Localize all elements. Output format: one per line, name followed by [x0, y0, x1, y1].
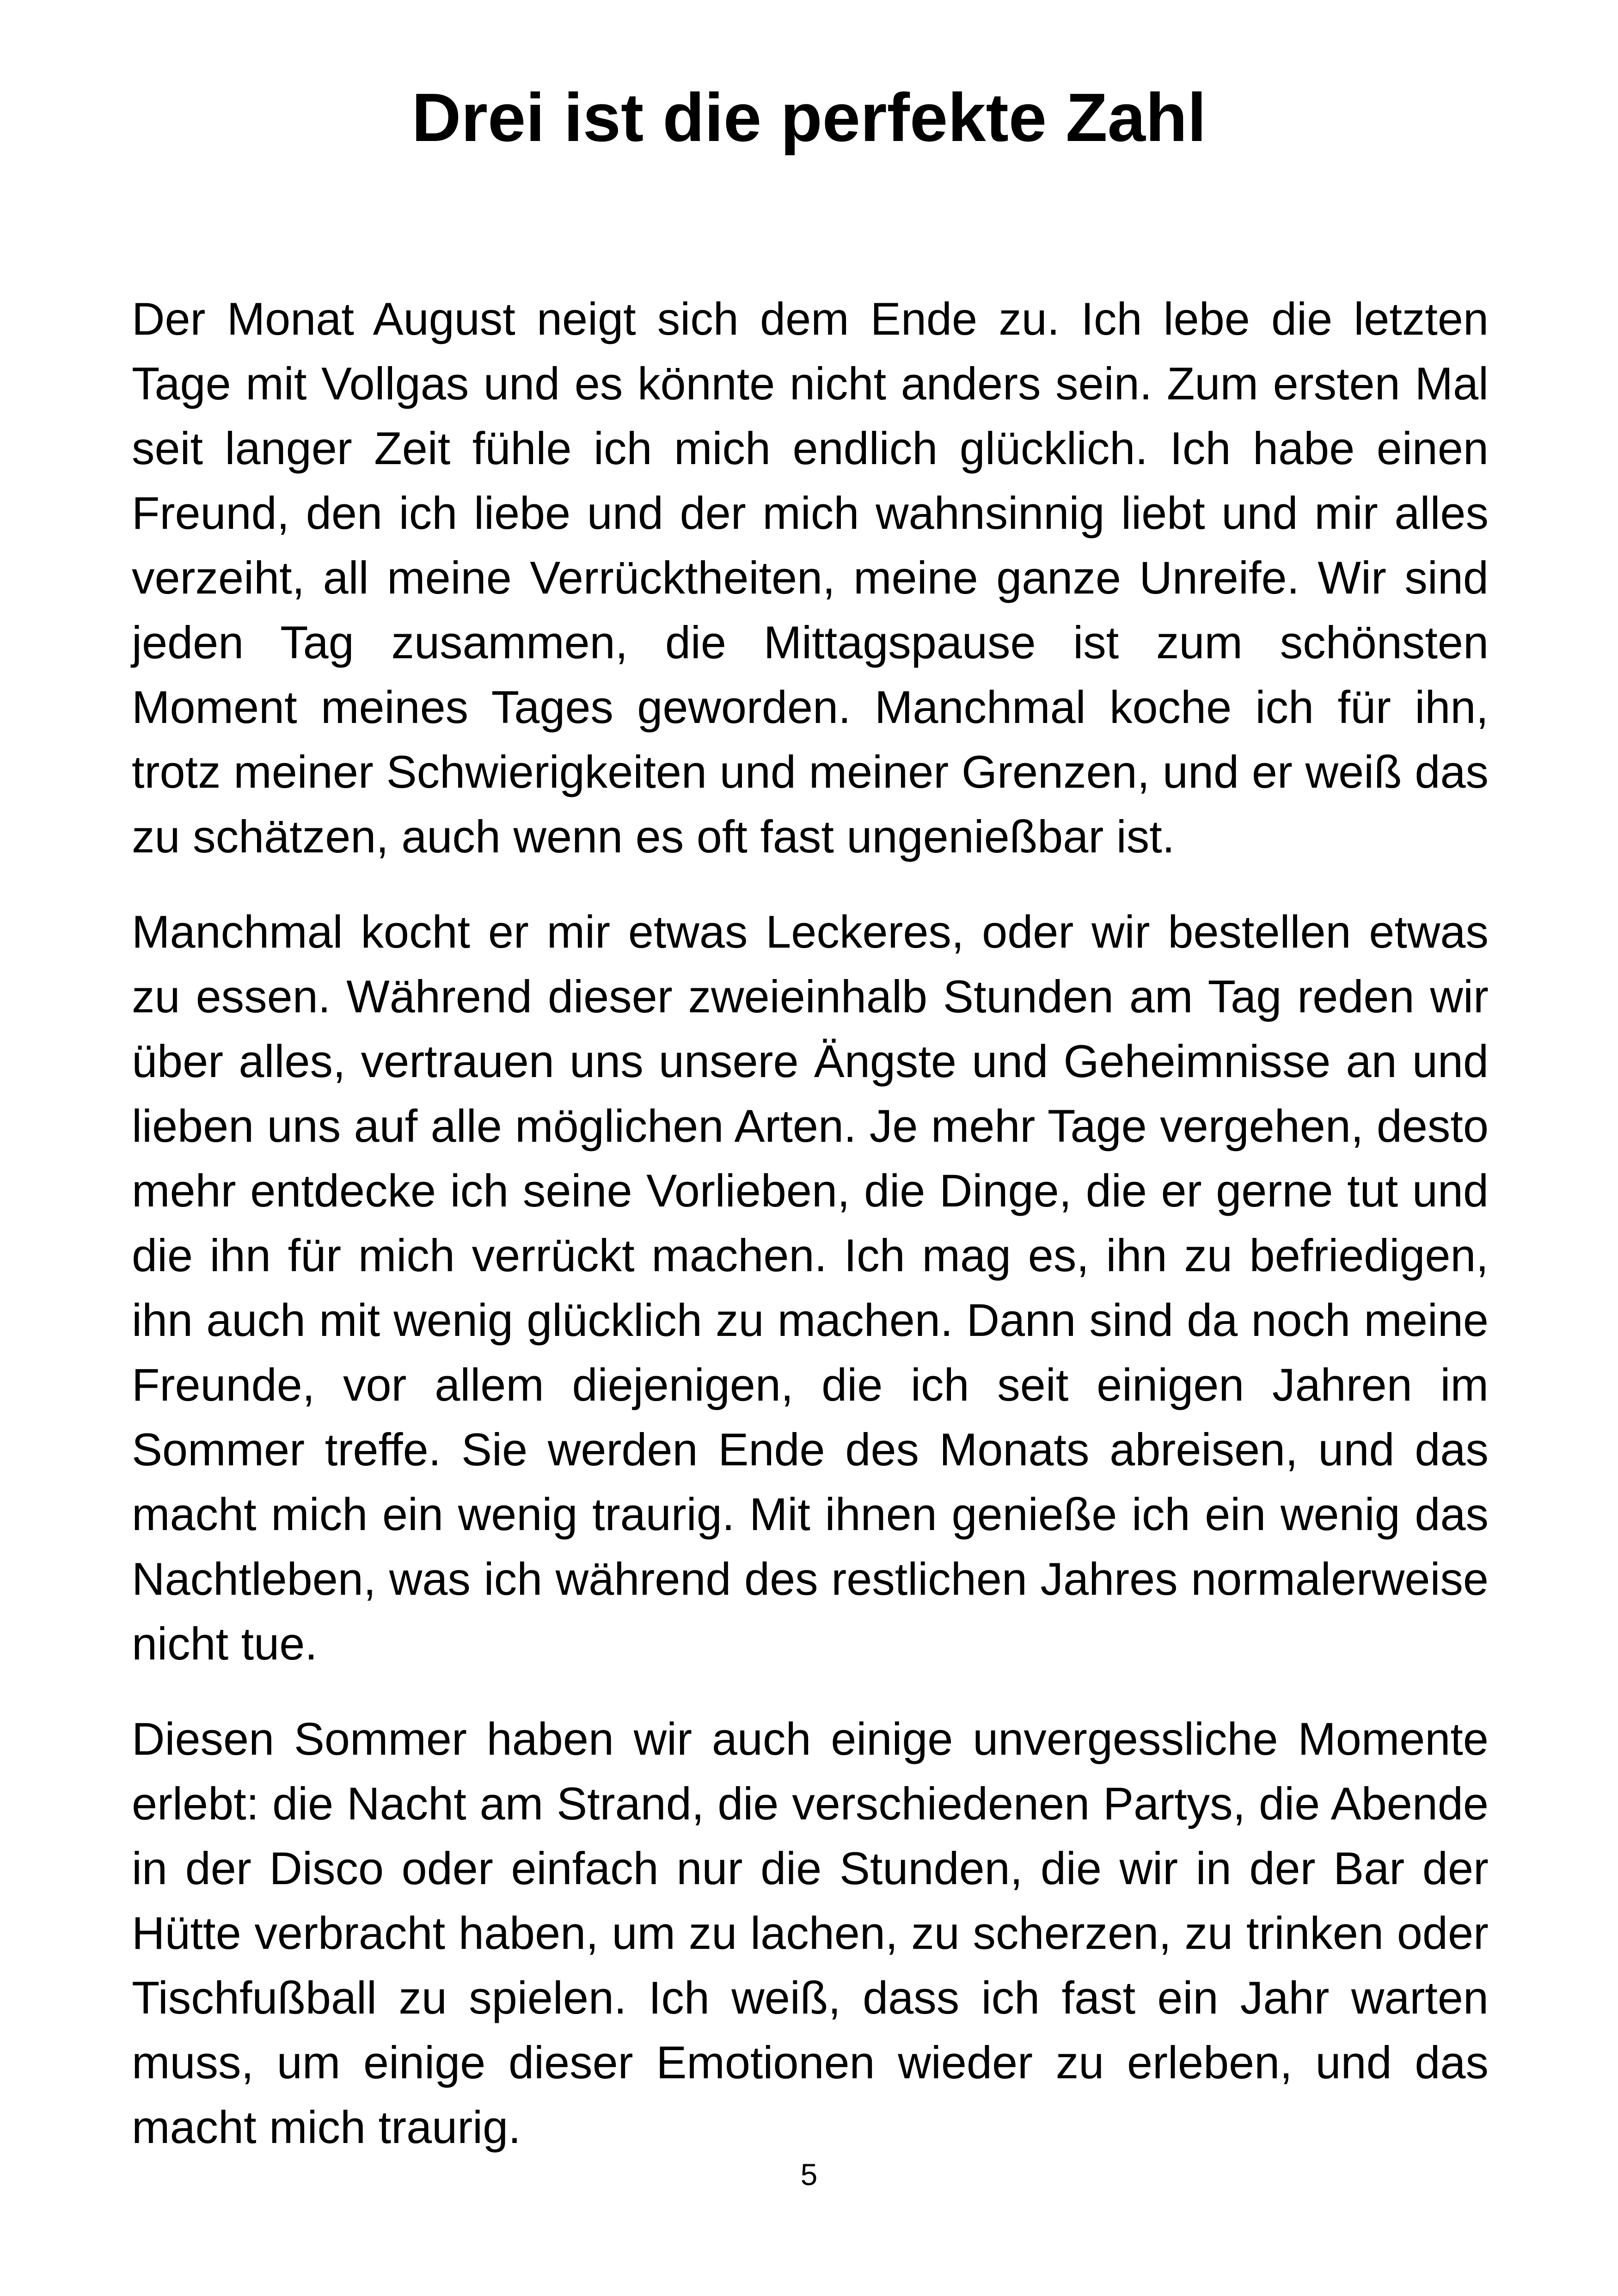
page-title: Drei ist die perfekte Zahl: [411, 80, 1207, 156]
page-number: 5: [800, 2157, 818, 2192]
paragraph-2: Manchmal kocht er mir etwas Leckeres, oder wir bestellen etwas zu essen. Während dieser zweieinhalb Stunden am Tag reden wir über alles, vertrauen uns unsere Ängste und Geheimnisse an und lieben uns auf alle möglichen Arten. Je mehr Tage vergehen, desto mehr entdecke ich seine Vorlieben, die Dinge, die er gerne tut und die ihn für mich verrückt machen. Ich mag es, ihn zu befriedigen, ihn auch mit wenig glücklich zu machen. Dann sind da noch meine Freunde, vor allem diejenigen, die ich seit einigen Jahren im Sommer treffe. Sie werden Ende des Monats abreisen, und das macht mich ein wenig traurig. Mit ihnen genieße ich ein wenig das Nachtleben, was ich während des restlichen Jahres normalerweise nicht tue.: [132, 906, 1489, 1669]
paragraph-3: Diesen Sommer haben wir auch einige unvergessliche Momente erlebt: die Nacht am Strand, die verschiedenen Partys, die Abende in der Disco oder einfach nur die Stunden, die wir in der Bar der Hütte verbracht haben, um zu lachen, zu scherzen, zu trinken oder Tischfußball zu spielen. Ich weiß, dass ich fast ein Jahr warten muss, um einige dieser Emotionen wieder zu erleben, und das macht mich traurig.: [132, 1713, 1489, 2153]
paragraph-1: Der Monat August neigt sich dem Ende zu. Ich lebe die letzten Tage mit Vollgas und es könnte nicht anders sein. Zum ersten Mal seit langer Zeit fühle ich mich endlich glücklich. Ich habe einen Freund, den ich liebe und der mich wahnsinnig liebt und mir alles verzeiht, all meine Verrücktheiten, meine ganze Unreife. Wir sind jeden Tag zusammen, die Mittagspause ist zum schönsten Moment meines Tages geworden. Manchmal koche ich für ihn, trotz meiner Schwierigkeiten und meiner Grenzen, und er weiß das zu schätzen, auch wenn es oft fast ungenießbar ist.: [132, 293, 1489, 862]
body-text: [132, 287, 1489, 2190]
